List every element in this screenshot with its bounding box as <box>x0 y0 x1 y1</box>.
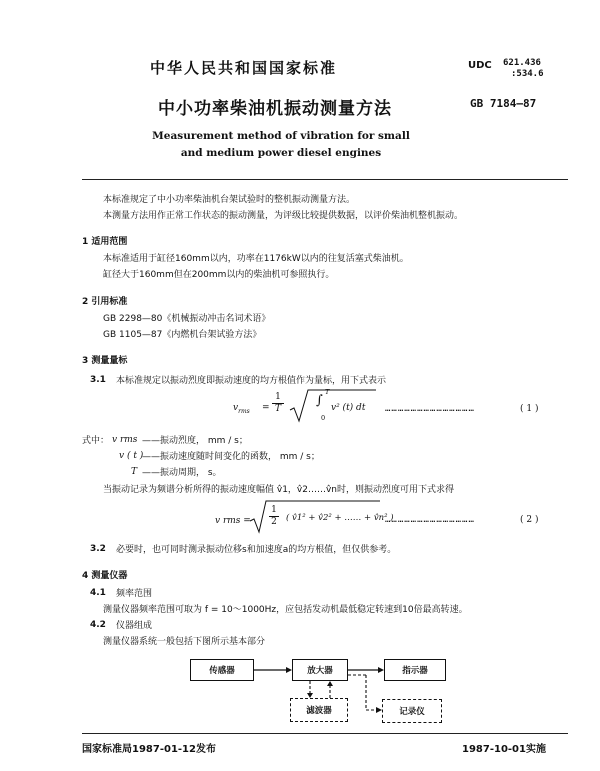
sec3-heading: 3 测量量标 <box>82 356 128 366</box>
f1-int-upper: T <box>325 388 330 396</box>
where-prefix: 式中： <box>82 436 110 446</box>
issued-date: 国家标准局1987-01-12发布 <box>82 744 216 755</box>
udc-line2: :534.6 <box>511 69 544 79</box>
f2-den: 2 <box>271 517 277 527</box>
sec42-text: 测量仪器系统一般包括下图所示基本部分 <box>103 637 266 647</box>
f2-fraction <box>269 505 279 528</box>
intro-line1: 本标准规定了中小功率柴油机台架试验时的整机振动测量方法。 <box>103 195 356 205</box>
f1-dots: …………………………………… <box>385 404 475 414</box>
intro-line2: 本测量方法用作正常工作状态的振动测量，为评级比较提供数据，以评价柴油机整机振动。 <box>103 211 464 221</box>
sec4-heading: 4 测量仪器 <box>82 571 128 581</box>
sec1-heading: 1 适用范围 <box>82 237 128 247</box>
udc-label: UDC <box>468 60 492 71</box>
f1-int-lower: 0 <box>321 414 326 422</box>
sec2-ref1: GB 2298—80《机械振动冲击名词术语》 <box>103 314 271 324</box>
sec31-text: 本标准规定以振动烈度即振动速度的均方根值作为量标，用下式表示 <box>116 376 387 386</box>
sensor-box: 传感器 <box>190 659 254 681</box>
sec42-title: 仪器组成 <box>116 621 153 631</box>
standard-org: 中华人民共和国国家标准 <box>150 59 338 77</box>
effective-date: 1987-10-01实施 <box>462 744 546 755</box>
f2-num: 1 <box>269 505 279 517</box>
def3-text: ——振动周期， s。 <box>142 468 222 478</box>
sec32-text: 必要时，也可同时测录振动位移s和加速度a的均方根值，但仅供参考。 <box>116 545 397 555</box>
sec42-number: 4.2 <box>90 620 106 630</box>
page-title: 中小功率柴油机振动测量方法 <box>158 99 392 119</box>
def1-symbol: v rms <box>112 435 138 445</box>
recorder-box: 记录仪 <box>382 699 442 723</box>
sec41-number: 4.1 <box>90 588 106 598</box>
sec32-number: 3.2 <box>90 544 106 554</box>
f1-lhs <box>233 403 250 415</box>
f1-integral-sign: ∫ <box>316 393 323 408</box>
f1-integrand: v² (t) dt <box>331 403 366 413</box>
amplifier-box: 放大器 <box>292 659 348 681</box>
f1-tag: ( 1 ) <box>520 404 539 414</box>
f1-num: 1 <box>272 392 284 404</box>
sec1-line2: 缸径大于160mm但在200mm以内的柴油机可参照执行。 <box>103 270 335 280</box>
f2-tag: ( 2 ) <box>520 515 539 525</box>
def2-text: ——振动速度随时间变化的函数， mm / s； <box>142 452 320 462</box>
def2-symbol: v ( t ) <box>119 451 144 461</box>
sec41-text: 测量仪器频率范围可取为 f = 10～1000Hz，应包括发动机最低稳定转速到10倍最高转速。 <box>103 605 468 615</box>
f2-body: ( v̂1² + v̂2² + …… + v̂n² ) <box>286 513 394 523</box>
sec2-ref2: GB 1105—87《内燃机台架试验方法》 <box>103 330 262 340</box>
f2-dots: …………………………………… <box>385 515 475 525</box>
sec1-line1: 本标准适用于缸径160mm以内，功率在1176kW以内的往复活塞式柴油机。 <box>103 254 409 264</box>
english-title <box>146 128 416 162</box>
sec41-title: 频率范围 <box>116 589 153 599</box>
f1-lhs-sub: rms <box>238 407 250 415</box>
sec31-number: 3.1 <box>90 375 106 385</box>
f1-fraction <box>272 392 284 415</box>
udc-line1: 621.436 <box>503 58 541 68</box>
spectrum-text: 当振动记录为频谱分析所得的振动速度幅值 v̂1，v̂2……v̂n时，则振动烈度可用下式求得 <box>103 485 454 495</box>
header-divider <box>82 179 568 180</box>
def1-text: ——振动烈度， mm / s； <box>142 436 248 446</box>
gb-code: GB 7184—87 <box>470 97 537 110</box>
display-box: 指示器 <box>384 659 446 681</box>
footer-divider <box>82 733 568 734</box>
f2-lhs: v rms = <box>215 516 251 526</box>
english-title-line2: and medium power diesel engines <box>180 147 382 159</box>
def3-symbol: T <box>131 467 138 477</box>
f1-den: T <box>274 404 281 414</box>
f1-lhs-v: v <box>233 403 239 413</box>
sec2-heading: 2 引用标准 <box>82 297 128 307</box>
f1-eq: = <box>262 403 270 413</box>
filter-box: 滤波器 <box>290 698 348 722</box>
english-title-line1: Measurement method of vibration for small <box>152 130 410 142</box>
udc-number <box>503 58 544 80</box>
